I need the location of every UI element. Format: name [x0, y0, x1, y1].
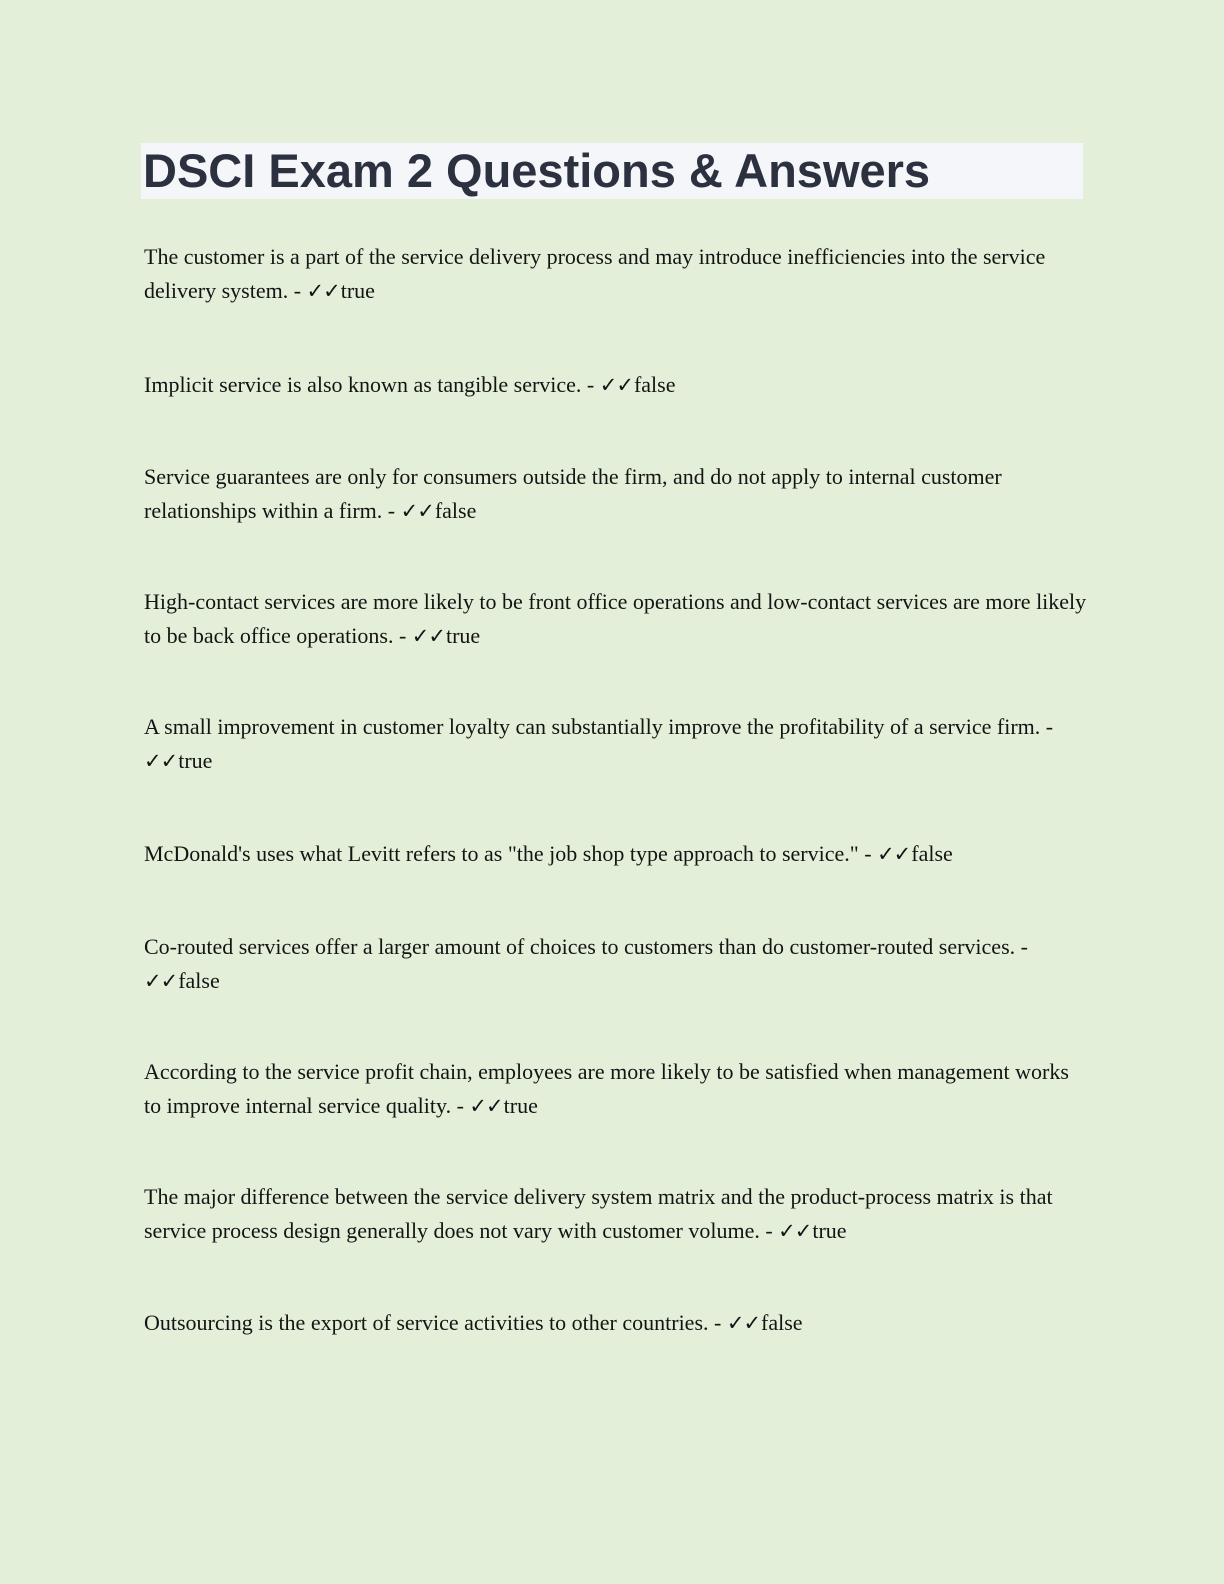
- double-check-icon: ✓✓: [877, 842, 911, 866]
- question-text: The major difference between the service delivery system matrix and the product-process matrix is that service process design generally does not vary with customer volume. -: [144, 1184, 1053, 1243]
- qa-item: [144, 930, 1089, 998]
- question-text: The customer is a part of the service delivery process and may introduce inefficiencies into the service delivery system. -: [144, 244, 1046, 303]
- answer-text: false: [911, 841, 953, 866]
- double-check-icon: ✓✓: [778, 1218, 812, 1243]
- answer-text: false: [178, 967, 220, 993]
- double-check-icon: ✓✓: [411, 623, 445, 648]
- double-check-icon: ✓✓: [599, 373, 633, 397]
- answer-text: true: [340, 277, 375, 303]
- question-text: According to the service profit chain, employees are more likely to be satisfied when management works to improve internal service quality. -: [144, 1059, 1069, 1118]
- question-text: A small improvement in customer loyalty can substantially improve the profitability of a service firm. -: [144, 714, 1054, 739]
- answer-text: false: [761, 1310, 803, 1335]
- qa-item: [144, 1306, 1089, 1341]
- question-text: Implicit service is also known as tangible service. -: [144, 372, 595, 397]
- qa-item: [144, 1180, 1089, 1248]
- qa-item: [144, 368, 1089, 403]
- answer-text: true: [503, 1092, 538, 1118]
- double-check-icon: ✓✓: [144, 748, 178, 773]
- qa-item: [144, 460, 1089, 528]
- double-check-icon: ✓✓: [469, 1093, 503, 1118]
- answer-text: true: [178, 747, 213, 773]
- qa-item: [144, 837, 1089, 872]
- qa-item: [144, 240, 1089, 308]
- qa-item: [144, 1055, 1089, 1123]
- double-check-icon: ✓✓: [726, 1311, 761, 1335]
- answer-text: false: [434, 497, 477, 523]
- answer-text: true: [445, 622, 481, 648]
- page-title: DSCI Exam 2 Questions & Answers: [143, 144, 931, 197]
- double-check-icon: ✓✓: [144, 968, 178, 993]
- double-check-icon: ✓✓: [400, 498, 434, 523]
- question-text: Outsourcing is the export of service activities to other countries. -: [144, 1310, 722, 1335]
- answer-text: true: [812, 1217, 847, 1243]
- question-text: Service guarantees are only for consumers outside the firm, and do not apply to internal customer relationships within a firm. -: [144, 464, 1002, 523]
- qa-item: [144, 710, 1089, 778]
- question-text: High-contact services are more likely to be front office operations and low-contact services are more likely to be back office operations. -: [144, 589, 1087, 648]
- question-text: Co-routed services offer a larger amount of choices to customers than do customer-routed services. -: [144, 934, 1028, 959]
- question-text: McDonald's uses what Levitt refers to as "the job shop type approach to service." -: [144, 841, 872, 866]
- qa-item: [144, 585, 1089, 653]
- answer-text: false: [633, 372, 676, 397]
- double-check-icon: ✓✓: [306, 278, 340, 303]
